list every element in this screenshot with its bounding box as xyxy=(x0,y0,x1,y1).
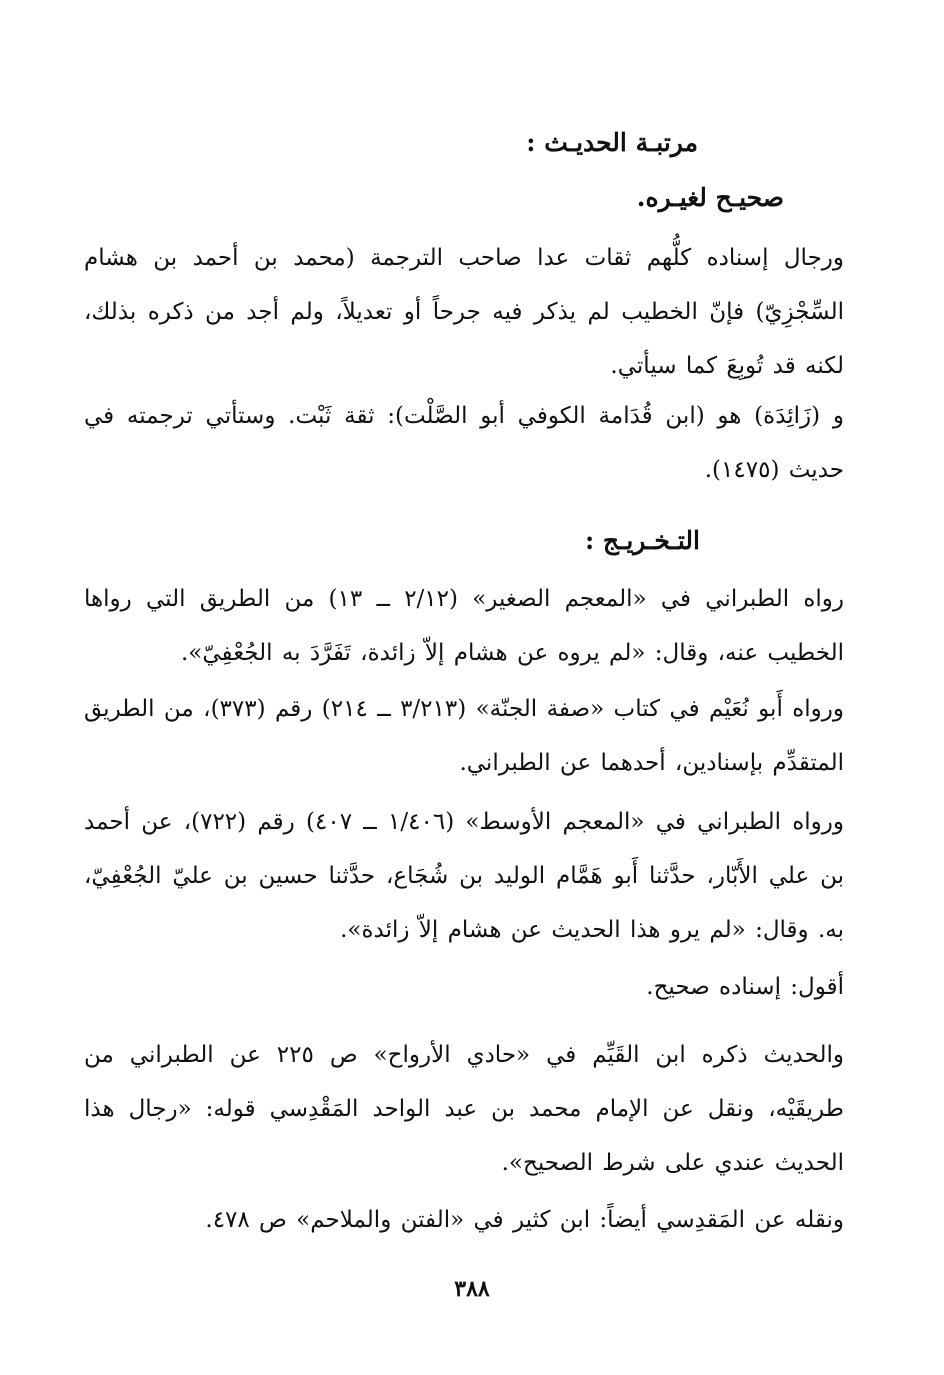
paragraph-zaida: و (زَائِدَة) هو (ابن قُدَامة الكوفي أبو الصَّلْت): ثقة ثَبْت. وستأتي ترجمته في حديث (١٤٧٥). xyxy=(84,403,844,483)
paragraph-abu-nuaym: ورواه أَبو نُعَيْم في كتاب «صفة الجنّة» (٣/٢١٣ ــ ٢١٤) رقم (٣٧٣)، من الطريق المتقدِّم بإسنادين، أحدهما عن الطبراني. xyxy=(84,696,844,776)
paragraph-ibn-qayyim: والحديث ذكره ابن القَيِّم في «حادي الأرواح» ص ٢٢٥ عن الطبراني من طريقَيْه، ونقل عن الإمام محمد بن عبد الواحد المَقْدِسي قوله: «رجال هذا الحديث عندي على شرط الصحيح». xyxy=(84,1042,844,1176)
paragraph-narrators: ورجال إسناده كلُّهم ثقات عدا صاحب الترجمة (محمد بن أحمد بن هشام السِّجْزِيّ) فإنّ الخطيب لم يذكر فيه جرحاً أو تعديلاً، ولم أجد من ذكره بذلك، لكنه قد تُوبِعَ كما سيأتي. xyxy=(84,245,844,379)
heading-hadith-grade: مرتبـة الحديـث : xyxy=(526,128,698,157)
heading-takhrij: التـخـريـج : xyxy=(584,526,700,555)
paragraph-tabarani-awsat: ورواه الطبراني في «المعجم الأوسط» (١/٤٠٦ ــ ٤٠٧) رقم (٧٢٢)، عن أحمد بن علي الأَبّار، حدَّثنا أَبو هَمَّام الوليد بن شُجَاع، حدَّثنا حسين بن عليّ الجُعْفِيّ، به. وقال: «لم يرو هذا الحديث عن هشام إلاّ زائدة». xyxy=(84,809,844,943)
paragraph-ibn-kathir: ونقله عن المَقدِسي أيضاً: ابن كثير في «الفتن والملاحم» ص ٤٧٨. xyxy=(205,1207,844,1233)
paragraph-verdict: أقول: إسناده صحيح. xyxy=(646,974,844,1000)
paragraph-tabarani-saghir: رواه الطبراني في «المعجم الصغير» (٢/١٢ ــ ١٣) من الطريق التي رواها الخطيب عنه، وقال: «لم يروه عن هشام إلاّ زائدة، تَفَرَّدَ به الجُعْفِيّ». xyxy=(84,586,844,666)
heading-grade-value: صحيـح لغيـره. xyxy=(636,183,784,212)
page-number: ٣٨٨ xyxy=(454,1276,490,1302)
